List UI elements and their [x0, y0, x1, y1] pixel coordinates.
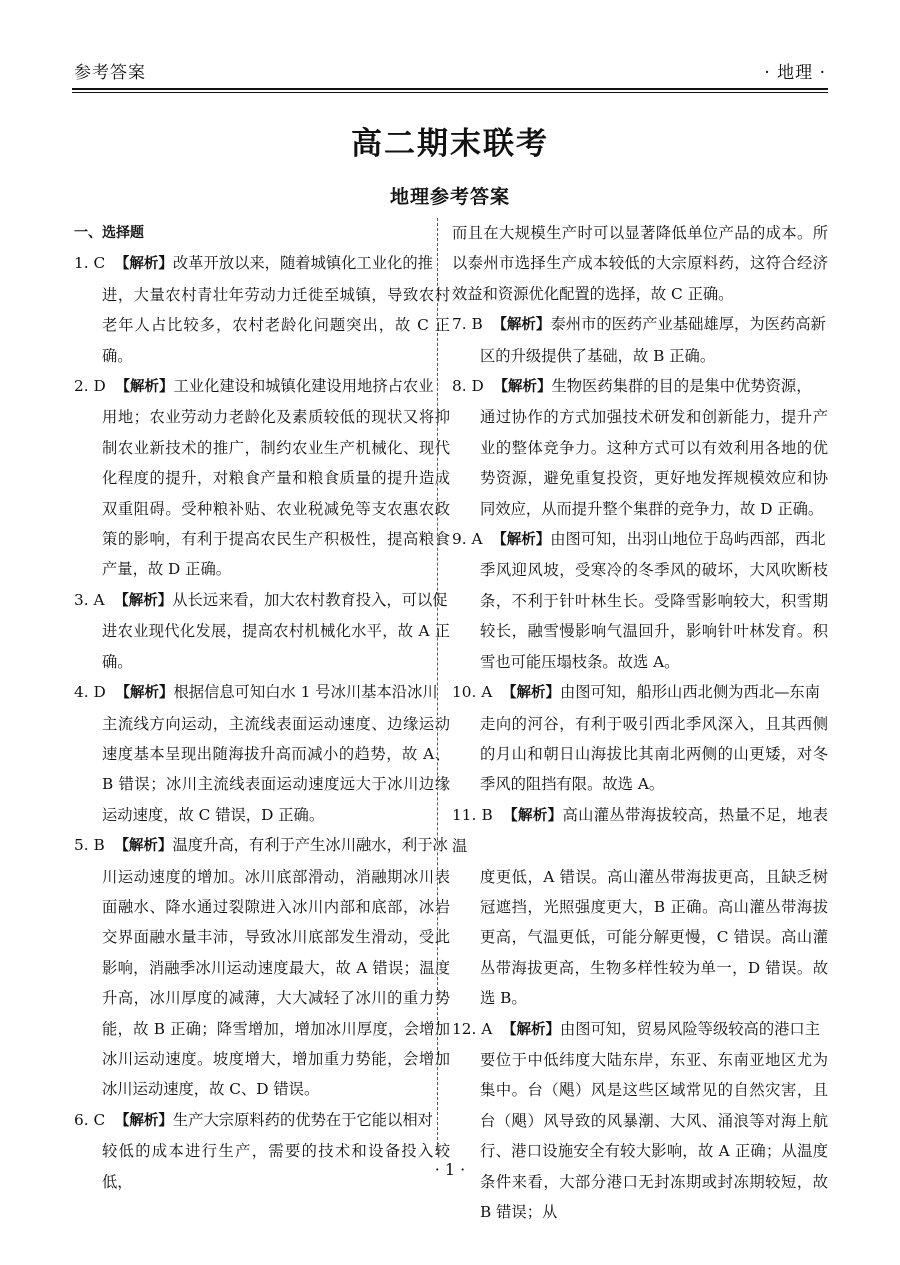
answer-tag: 【解析】 [492, 317, 551, 334]
answer-body: 区的升级提供了基础，故 B 正确。 [480, 346, 716, 365]
answer-body: 主流线方向运动，主流线表面运动速度、边缘运动速度基本呈现出随海拔升高而减小的趋势，故 A、B 错误；冰川主流线表面运动速度远大于冰川边缘运动速度，故 C 错误，D 正确。 [102, 714, 450, 824]
right-answer-list [452, 218, 828, 1227]
answer-lead: 9. A [452, 530, 493, 549]
answer-first: 生物医药集群的目的是集中优势资源， [551, 377, 812, 396]
answer-lead: 11. B [452, 805, 504, 824]
answer-tag: 【解析】 [115, 685, 174, 702]
answer-lead: 7. B [452, 315, 493, 334]
answer-tag: 【解析】 [115, 379, 174, 396]
answer-first: 由图可知，出羽山地位于岛屿西部，西北 [550, 530, 826, 549]
answer-body: 季风迎风坡，受寒冷的冬季风的破坏，大风吹断枝条，不利于针叶林生长。受降雪影响较大，积雪期较长，融雪慢影响气温回升，影响针叶林发育。积雪也可能压塌枝条。故选 A。 [480, 561, 828, 671]
answer-item [452, 677, 828, 800]
page-number: · 1 · [434, 1160, 466, 1179]
answer-item [74, 1105, 450, 1197]
answer-item [452, 1014, 828, 1228]
answer-first: 工业化建设和城镇化建设用地挤占农业 [173, 377, 434, 396]
answer-lead: 6. C [74, 1110, 115, 1129]
answer-item [452, 218, 828, 309]
answer-item [74, 371, 450, 585]
answer-body: 进农业现代化发展，提高农村机械化水平，故 A 正确。 [102, 622, 450, 671]
answer-first: 由图可知，船形山西北侧为西北—东南 [559, 683, 821, 702]
header-left: 参考答案 [74, 63, 146, 83]
answer-tag: 【解析】 [114, 592, 173, 609]
answer-body: 川运动速度的增加。冰川底部滑动，消融期冰川表面融水、降水通过裂隙进入冰川内部和底部，冰岩交界面融水量丰沛，导致冰川底部发生滑动，受此影响，消融季冰川运动速度最大，故 A 错误；温度升高，冰川厚度的减薄，大大减轻了冰川的重力势能，故 B 正确；降雪增加，增加冰川厚度，会增加冰川运动速度。坡度增大，增加重力势能，会增加冰川运动速度，故 C、D 错误。 [102, 867, 450, 1099]
answer-item [452, 524, 828, 677]
header-rule-thin [72, 92, 828, 93]
answer-tag: 【解析】 [501, 685, 560, 702]
page-title: 高二期末联考 [351, 126, 549, 162]
answer-tag: 【解析】 [114, 838, 173, 855]
answer-first: 由图可知，贸易风险等级较高的港口主 [559, 1019, 821, 1038]
left-answer-list [74, 248, 450, 1197]
header-right: · 地理 · [764, 63, 826, 83]
answer-tag: 【解析】 [114, 256, 173, 273]
answer-tag: 【解析】 [501, 1021, 560, 1038]
answer-body: 用地；农业劳动力老龄化及素质较低的现状又将抑制农业新技术的推广，制约农业生产机械化、现代化程度的提升，对粮食产量和粮食质量的提升造成双重阻碍。受种粮补贴、农业税减免等支农惠农政策的影响，有利于提高农民生产积极性，提高粮食产量，故 D 正确。 [102, 408, 450, 579]
answer-body: 进，大量农村青壮年劳动力迁徙至城镇，导致农村老年人占比较多，农村老龄化问题突出，故 C 正确。 [102, 285, 450, 365]
answer-body: 较低的成本进行生产，需要的技术和设备投入较低， [102, 1142, 450, 1191]
answer-tag: 【解析】 [493, 379, 552, 396]
answer-lead: 5. B [74, 836, 115, 855]
answer-first: 温度升高，有利于产生冰川融水，利于冰 [172, 836, 448, 855]
answer-lead: 2. D [74, 377, 116, 396]
answer-lead: 8. D [452, 377, 494, 396]
answer-lead: 1. C [74, 254, 115, 273]
answer-first: 根据信息可知白水 1 号冰川基本沿冰川 [173, 683, 438, 702]
answer-first: 从长远来看，加大农村教育投入，可以促 [172, 590, 448, 609]
answer-lead: 12. A [452, 1019, 502, 1038]
right-column [452, 218, 828, 1227]
section-heading: 一、选择题 [74, 225, 144, 241]
answer-tag: 【解析】 [492, 532, 551, 549]
answer-item [452, 371, 828, 524]
answer-first: 生产大宗原料药的优势在于它能以相对 [172, 1110, 433, 1129]
answer-lead: 4. D [74, 683, 116, 702]
answer-body: 度更低，A 错误。高山灌丛带海拔更高，且缺乏树冠遮挡，光照强度更大，B 正确。高山灌丛带海拔更高，气温更低，可能分解更慢，C 错误。高山灌丛带海拔更高，生物多样性较为单一，D 错误。故选 B。 [480, 867, 828, 1008]
answer-item [452, 800, 828, 1014]
answer-tag: 【解析】 [503, 807, 563, 824]
answer-first: 泰州市的医药产业基础雄厚，为医药高新 [550, 315, 826, 334]
answer-body: 而且在大规模生产时可以显著降低单位产品的成本。所以泰州市选择生产成本较低的大宗原料药，这符合经济效益和资源优化配置的选择，故 C 正确。 [452, 224, 828, 303]
answer-body: 走向的河谷，有利于吸引西北季风深入，且其西侧的月山和朝日山海拔比其南北两侧的山更矮，对冬季风的阻挡有限。故选 A。 [480, 714, 828, 794]
answer-tag: 【解析】 [114, 1112, 173, 1129]
answer-first: 改革开放以来，随着城镇化工业化的推 [172, 254, 433, 273]
answer-item [74, 585, 450, 677]
answer-item [452, 309, 828, 371]
answer-item [74, 677, 450, 830]
column-divider [437, 218, 438, 1155]
left-column [74, 218, 450, 1197]
answer-lead: 10. A [452, 683, 502, 702]
answer-item [74, 248, 450, 371]
answer-item [74, 830, 450, 1105]
header-rule-thick [72, 88, 828, 90]
answer-body: 通过协作的方式加强技术研发和创新能力，提升产业的整体竞争力。这种方式可以有效利用各地的优势资源，避免重复投资，更好地发挥规模效应和协同效应，从而提升整个集群的竞争力，故 D 正确。 [480, 408, 828, 518]
answer-first: 高山灌丛带海拔较高，热量不足，地表温 [452, 805, 828, 856]
answer-body: 要位于中低纬度大陆东岸，东亚、东南亚地区尤为集中。台（飓）风是这些区域常见的自然灾害，且台（飓）风导致的风暴潮、大风、涌浪等对海上航行、港口设施安全有较大影响，故 A 正确；从温度条件来看，大部分港口无封冻期或封冻期较短，故 B 错误；从 [480, 1050, 828, 1221]
page-subtitle: 地理参考答案 [389, 186, 510, 208]
answer-lead: 3. A [74, 590, 115, 609]
